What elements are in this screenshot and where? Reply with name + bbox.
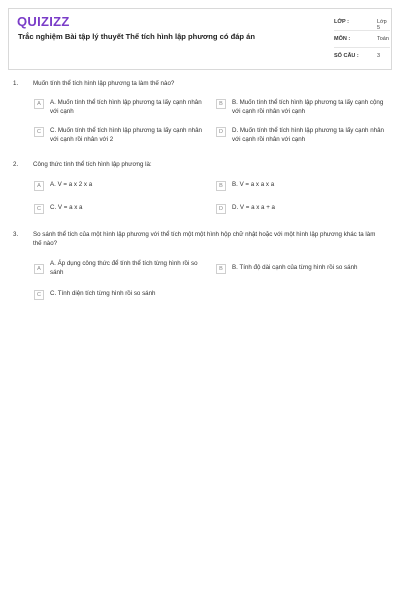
meta-row-subject — [334, 32, 390, 48]
option-letter-box: B — [216, 181, 226, 191]
option-letter-box: B — [216, 264, 226, 274]
option-letter-box: C — [34, 204, 44, 214]
question-number: 1. — [13, 80, 19, 87]
option-letter-box: A — [34, 264, 44, 274]
option-text: D. Muốn tính thể tích hình lập phương ta lấy cạnh nhân với cạnh rồi nhân với cạnh — [232, 127, 384, 143]
meta-value: Toán — [377, 36, 389, 42]
meta-value: 3 — [377, 53, 381, 59]
option-letter-box: D — [216, 204, 226, 214]
option-letter-box: A — [34, 181, 44, 191]
option-text: B. V = a x a x a — [232, 181, 275, 188]
question-text: So sánh thể tích của một hình lập phương với thể tích một một hình hộp chữ nhật hoặc với một hình lập phương khác ta làm thế nào? — [33, 231, 376, 247]
option-letter-box: A — [34, 99, 44, 109]
option-text: C. Tính diện tích từng hình rồi so sánh — [50, 290, 156, 297]
option-letter-box: B — [216, 99, 226, 109]
quizizz-logo: QUIZIZZ — [17, 14, 70, 29]
meta-label: MÔN : — [334, 36, 351, 42]
meta-row-question-count — [334, 49, 390, 64]
question-number: 3. — [13, 231, 19, 238]
option-letter-box: C — [34, 127, 44, 137]
meta-value: Lớp 5 — [377, 19, 387, 31]
option-letter-box: D — [216, 127, 226, 137]
worksheet-header — [8, 8, 392, 70]
meta-label: LỚP : — [334, 19, 349, 25]
option-text: A. V = a x 2 x a — [50, 181, 93, 188]
option-letter-box: C — [34, 290, 44, 300]
option-text: C. V = a x a — [50, 204, 83, 211]
option-text: A. Áp dụng công thức để tính thể tích từng hình rồi so sánh — [50, 260, 198, 276]
question-text: Muốn tính thể tích hình lập phương ta làm thế nào? — [33, 80, 175, 87]
meta-table — [334, 15, 390, 65]
option-text: D. V = a x a + a — [232, 204, 275, 211]
question-text: Công thức tính thể tích hình lập phương là: — [33, 161, 152, 168]
option-text: C. Muốn tính thể tích hình lập phương ta lấy cạnh nhân với cạnh rồi nhân với 2 — [50, 127, 202, 143]
meta-label: SỐ CÂU : — [334, 53, 359, 59]
option-text: B. Tính độ dài cạnh của từng hình rồi so sánh — [232, 264, 358, 271]
question-number: 2. — [13, 161, 19, 168]
option-text: A. Muốn tính thể tích hình lập phương ta lấy cạnh nhân với cạnh — [50, 99, 202, 115]
worksheet-title: Trắc nghiệm Bài tập lý thuyết Thể tích hình lập phương có đáp án — [18, 32, 256, 41]
meta-row-class — [334, 15, 390, 31]
option-text: B. Muốn tính thể tích hình lập phương ta lấy cạnh cộng với cạnh rồi nhân với cạnh — [232, 99, 384, 115]
